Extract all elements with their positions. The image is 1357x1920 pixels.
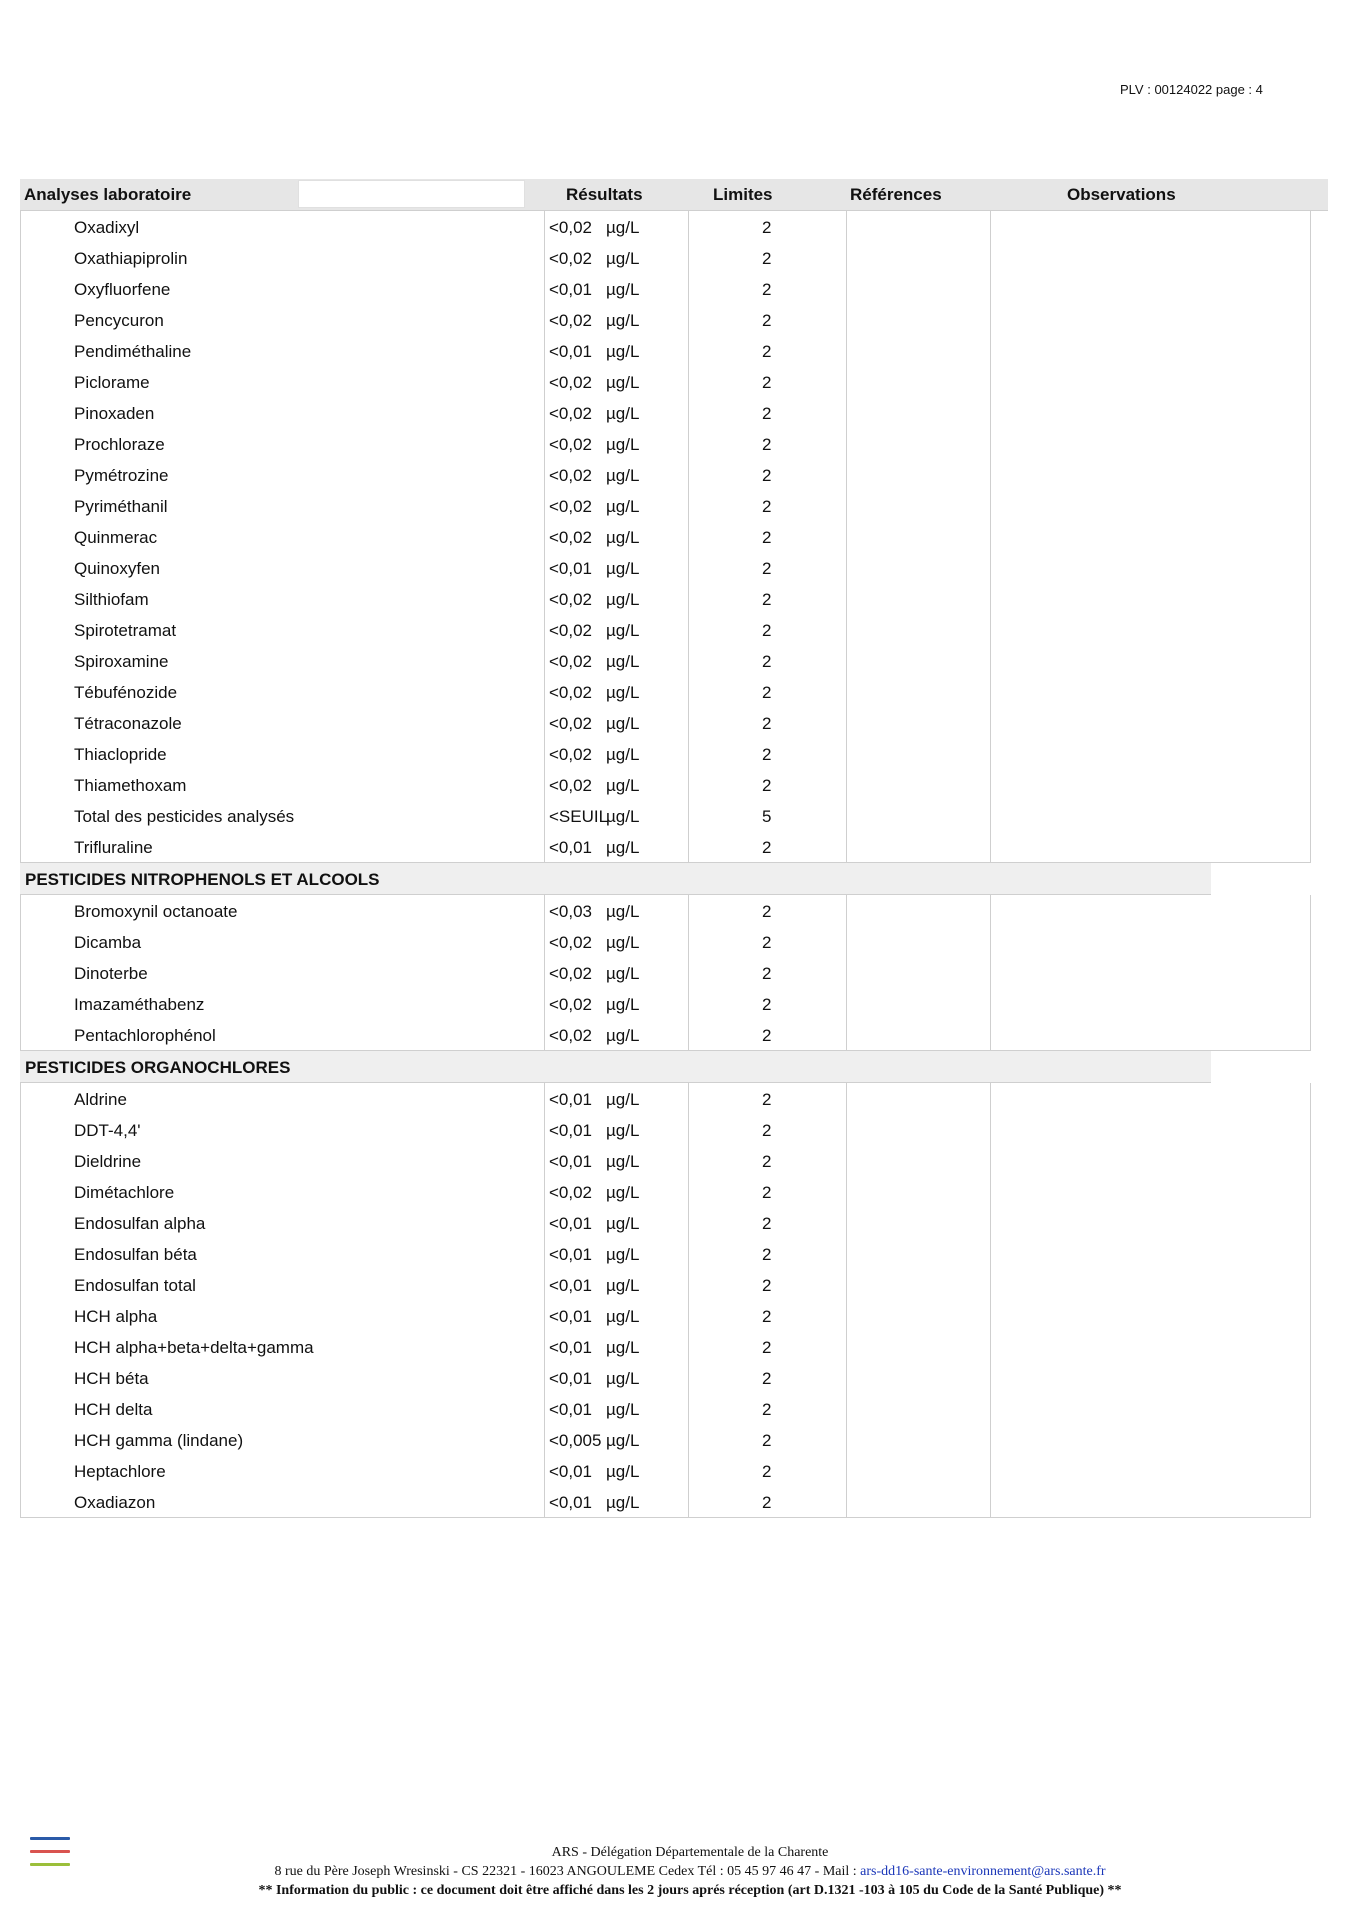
parameter-name: Dimétachlore <box>74 1183 175 1202</box>
result-unit: µg/L <box>606 838 640 857</box>
result-unit: µg/L <box>606 1493 640 1512</box>
parameter-name: Total des pesticides analysés <box>74 807 295 826</box>
section-header <box>20 1051 1211 1083</box>
header-limites: Limites <box>713 185 773 204</box>
limit-value: 2 <box>762 1121 772 1140</box>
parameter-name: Thiamethoxam <box>74 776 187 795</box>
result-value: <0,01 <box>549 280 593 299</box>
footer-email-link[interactable]: ars-dd16-sante-environnement@ars.sante.fr <box>860 1864 1106 1879</box>
header-resultats: Résultats <box>566 185 643 204</box>
row-group <box>20 895 1311 1051</box>
table-row <box>20 1424 1310 1455</box>
result-unit: µg/L <box>606 1431 640 1450</box>
parameter-name: Pentachlorophénol <box>74 1026 216 1045</box>
limit-value: 2 <box>762 404 772 423</box>
result-unit: µg/L <box>606 807 640 826</box>
table-row <box>20 1331 1310 1362</box>
result-value: <0,02 <box>549 435 593 454</box>
result-unit: µg/L <box>606 1152 640 1171</box>
table-row <box>20 552 1310 583</box>
parameter-name: Quinmerac <box>74 528 158 547</box>
parameter-name: Piclorame <box>74 373 150 392</box>
limit-value: 2 <box>762 280 772 299</box>
result-value: <0,02 <box>549 373 593 392</box>
result-unit: µg/L <box>606 497 640 516</box>
table-row <box>20 645 1310 676</box>
table-row <box>20 895 1310 926</box>
table-row <box>20 428 1310 459</box>
parameter-name: Dinoterbe <box>74 964 148 983</box>
limit-value: 2 <box>762 311 772 330</box>
table-row <box>20 459 1310 490</box>
result-value: <0,02 <box>549 1183 593 1202</box>
footer-notice: ** Information du public : ce document doit être affiché dans les 2 jours aprés réception (art D.1321 -103 à 105 du Code de la Santé Publique) ** <box>258 1883 1122 1898</box>
parameter-name: Aldrine <box>74 1090 127 1109</box>
limit-value: 2 <box>762 776 772 795</box>
limit-value: 2 <box>762 1026 772 1045</box>
result-value: <0,01 <box>549 1245 593 1264</box>
result-unit: µg/L <box>606 1338 640 1357</box>
result-value: <0,02 <box>549 745 593 764</box>
table-row <box>20 988 1310 1019</box>
parameter-name: Oxathiapiprolin <box>74 249 188 268</box>
result-unit: µg/L <box>606 1400 640 1419</box>
table-row <box>20 490 1310 521</box>
limit-value: 2 <box>762 933 772 952</box>
limit-value: 2 <box>762 1400 772 1419</box>
parameter-name: Heptachlore <box>74 1462 166 1481</box>
parameter-name: Endosulfan total <box>74 1276 196 1295</box>
limit-value: 2 <box>762 1276 772 1295</box>
result-unit: µg/L <box>606 311 640 330</box>
result-unit: µg/L <box>606 218 640 237</box>
logo-line-green <box>30 1863 70 1866</box>
table-row <box>20 1269 1310 1300</box>
result-value: <0,02 <box>549 621 593 640</box>
result-unit: µg/L <box>606 902 640 921</box>
result-unit: µg/L <box>606 745 640 764</box>
logo-line-red <box>30 1850 70 1853</box>
parameter-name: Pinoxaden <box>74 404 155 423</box>
limit-value: 2 <box>762 590 772 609</box>
result-unit: µg/L <box>606 1214 640 1233</box>
limit-value: 2 <box>762 621 772 640</box>
result-value: <0,01 <box>549 559 593 578</box>
parameter-name: Pendiméthaline <box>74 342 192 361</box>
limit-value: 2 <box>762 902 772 921</box>
limit-value: 5 <box>762 807 772 826</box>
result-value: <0,02 <box>549 528 593 547</box>
result-value: <0,02 <box>549 964 593 983</box>
limit-value: 2 <box>762 995 772 1014</box>
result-unit: µg/L <box>606 1462 640 1481</box>
table-body <box>20 211 1328 1518</box>
limit-value: 2 <box>762 1152 772 1171</box>
result-value: <0,01 <box>549 1090 593 1109</box>
result-unit: µg/L <box>606 1307 640 1326</box>
table-row <box>20 1238 1310 1269</box>
table-row <box>20 738 1310 769</box>
result-unit: µg/L <box>606 714 640 733</box>
limit-value: 2 <box>762 1090 772 1109</box>
parameter-name: Tébufénozide <box>74 683 178 702</box>
result-value: <0,02 <box>549 995 593 1014</box>
result-value: <0,01 <box>549 1121 593 1140</box>
result-value: <0,01 <box>549 1493 593 1512</box>
result-value: <0,02 <box>549 249 593 268</box>
table-row <box>20 707 1310 738</box>
parameter-name: Oxyfluorfene <box>74 280 171 299</box>
table-row <box>20 831 1310 862</box>
limit-value: 2 <box>762 1431 772 1450</box>
parameter-name: Oxadiazon <box>74 1493 156 1512</box>
table-row <box>20 1300 1310 1331</box>
table-row <box>20 211 1310 242</box>
limit-value: 2 <box>762 1214 772 1233</box>
parameter-name: Pyriméthanil <box>74 497 168 516</box>
result-value: <0,02 <box>549 683 593 702</box>
result-value: <0,02 <box>549 590 593 609</box>
parameter-name: Trifluraline <box>74 838 153 857</box>
limit-value: 2 <box>762 1307 772 1326</box>
result-unit: µg/L <box>606 404 640 423</box>
page-reference: PLV : 00124022 page : 4 <box>1120 82 1263 97</box>
result-value: <0,01 <box>549 1214 593 1233</box>
result-value: <0,03 <box>549 902 593 921</box>
table-row <box>20 1019 1310 1050</box>
parameter-name: HCH gamma (lindane) <box>74 1431 244 1450</box>
limit-value: 2 <box>762 1369 772 1388</box>
result-unit: µg/L <box>606 995 640 1014</box>
parameter-name: Dieldrine <box>74 1152 142 1171</box>
result-unit: µg/L <box>606 528 640 547</box>
ars-logo-icon <box>30 1837 70 1876</box>
limit-value: 2 <box>762 964 772 983</box>
analysis-table <box>20 179 1328 1518</box>
table-row <box>20 676 1310 707</box>
result-unit: µg/L <box>606 652 640 671</box>
result-unit: µg/L <box>606 964 640 983</box>
result-unit: µg/L <box>606 1121 640 1140</box>
result-unit: µg/L <box>606 435 640 454</box>
row-group <box>20 211 1311 863</box>
result-unit: µg/L <box>606 1090 640 1109</box>
result-unit: µg/L <box>606 590 640 609</box>
table-row <box>20 1083 1310 1114</box>
limit-value: 2 <box>762 249 772 268</box>
parameter-name: HCH delta <box>74 1400 153 1419</box>
limit-value: 2 <box>762 1462 772 1481</box>
limit-value: 2 <box>762 652 772 671</box>
limit-value: 2 <box>762 218 772 237</box>
parameter-name: Bromoxynil octanoate <box>74 902 238 921</box>
parameter-name: Pencycuron <box>74 311 164 330</box>
parameter-name: HCH béta <box>74 1369 149 1388</box>
parameter-name: Tétraconazole <box>74 714 182 733</box>
limit-value: 2 <box>762 745 772 764</box>
table-row <box>20 614 1310 645</box>
header-blank-cell <box>298 180 525 208</box>
table-row <box>20 521 1310 552</box>
parameter-name: Endosulfan béta <box>74 1245 197 1264</box>
table-row <box>20 800 1310 831</box>
section-header <box>20 863 1211 895</box>
result-value: <0,02 <box>549 933 593 952</box>
result-value: <0,02 <box>549 652 593 671</box>
result-value: <0,01 <box>549 1369 593 1388</box>
result-value: <0,02 <box>549 1026 593 1045</box>
result-unit: µg/L <box>606 683 640 702</box>
header-analyses: Analyses laboratoire <box>24 185 192 204</box>
result-value: <0,02 <box>549 311 593 330</box>
result-value: <0,02 <box>549 497 593 516</box>
table-row <box>20 304 1310 335</box>
result-value: <0,02 <box>549 466 593 485</box>
result-value: <0,01 <box>549 838 593 857</box>
result-value: <0,01 <box>549 1307 593 1326</box>
table-row <box>20 769 1310 800</box>
parameter-name: Oxadixyl <box>74 218 140 237</box>
parameter-name: DDT-4,4' <box>74 1121 141 1140</box>
result-value: <0,01 <box>549 1400 593 1419</box>
result-value: <0,01 <box>549 342 593 361</box>
table-row <box>20 1145 1310 1176</box>
header-observations: Observations <box>1067 185 1176 204</box>
parameter-name: Spirotetramat <box>74 621 177 640</box>
parameter-name: Pymétrozine <box>74 466 169 485</box>
result-value: <0,01 <box>549 1462 593 1481</box>
table-row <box>20 1393 1310 1424</box>
table-row <box>20 1362 1310 1393</box>
limit-value: 2 <box>762 373 772 392</box>
result-value: <0,02 <box>549 218 593 237</box>
result-value: <0,02 <box>549 776 593 795</box>
result-unit: µg/L <box>606 1026 640 1045</box>
parameter-name: Thiaclopride <box>74 745 167 764</box>
table-row <box>20 1114 1310 1145</box>
result-unit: µg/L <box>606 466 640 485</box>
table-row <box>20 957 1310 988</box>
limit-value: 2 <box>762 342 772 361</box>
result-unit: µg/L <box>606 1276 640 1295</box>
limit-value: 2 <box>762 683 772 702</box>
result-value: <0,02 <box>549 404 593 423</box>
result-unit: µg/L <box>606 342 640 361</box>
limit-value: 2 <box>762 1245 772 1264</box>
limit-value: 2 <box>762 1338 772 1357</box>
parameter-name: Prochloraze <box>74 435 165 454</box>
table-header <box>20 179 1328 211</box>
result-unit: µg/L <box>606 373 640 392</box>
result-unit: µg/L <box>606 776 640 795</box>
table-row <box>20 926 1310 957</box>
table-row <box>20 397 1310 428</box>
result-value: <0,02 <box>549 714 593 733</box>
result-unit: µg/L <box>606 249 640 268</box>
section-title: PESTICIDES ORGANOCHLORES <box>25 1058 291 1077</box>
parameter-name: Quinoxyfen <box>74 559 160 578</box>
parameter-name: HCH alpha <box>74 1307 158 1326</box>
limit-value: 2 <box>762 497 772 516</box>
result-value: <0,01 <box>549 1276 593 1295</box>
table-row <box>20 1455 1310 1486</box>
logo-line-blue <box>30 1837 70 1840</box>
result-unit: µg/L <box>606 559 640 578</box>
limit-value: 2 <box>762 466 772 485</box>
limit-value: 2 <box>762 838 772 857</box>
table-row <box>20 335 1310 366</box>
result-value: <0,01 <box>549 1338 593 1357</box>
result-value: <SEUIL <box>549 807 609 826</box>
table-row <box>20 242 1310 273</box>
page-footer <box>140 1843 1240 1900</box>
footer-org: ARS - Délégation Départementale de la Charente <box>551 1845 829 1860</box>
section-title: PESTICIDES NITROPHENOLS ET ALCOOLS <box>25 870 380 889</box>
parameter-name: Silthiofam <box>74 590 149 609</box>
footer-address-text: 8 rue du Père Joseph Wresinski - CS 22321 - 16023 ANGOULEME Cedex Tél : 05 45 97 46 47 - Mail : <box>274 1864 861 1879</box>
limit-value: 2 <box>762 435 772 454</box>
table-row <box>20 1207 1310 1238</box>
table-row <box>20 583 1310 614</box>
parameter-name: HCH alpha+beta+delta+gamma <box>74 1338 314 1357</box>
table-row <box>20 366 1310 397</box>
result-unit: µg/L <box>606 1183 640 1202</box>
result-unit: µg/L <box>606 1245 640 1264</box>
result-unit: µg/L <box>606 933 640 952</box>
footer-address <box>140 1862 1240 1881</box>
parameter-name: Imazaméthabenz <box>74 995 205 1014</box>
parameter-name: Endosulfan alpha <box>74 1214 206 1233</box>
limit-value: 2 <box>762 528 772 547</box>
result-value: <0,005 <box>549 1431 602 1450</box>
parameter-name: Dicamba <box>74 933 142 952</box>
result-unit: µg/L <box>606 1369 640 1388</box>
result-unit: µg/L <box>606 621 640 640</box>
table-row <box>20 1486 1310 1517</box>
parameter-name: Spiroxamine <box>74 652 169 671</box>
header-references: Références <box>850 185 942 204</box>
table-row <box>20 1176 1310 1207</box>
row-group <box>20 1083 1311 1518</box>
limit-value: 2 <box>762 559 772 578</box>
result-unit: µg/L <box>606 280 640 299</box>
limit-value: 2 <box>762 714 772 733</box>
table-row <box>20 273 1310 304</box>
limit-value: 2 <box>762 1493 772 1512</box>
result-value: <0,01 <box>549 1152 593 1171</box>
limit-value: 2 <box>762 1183 772 1202</box>
